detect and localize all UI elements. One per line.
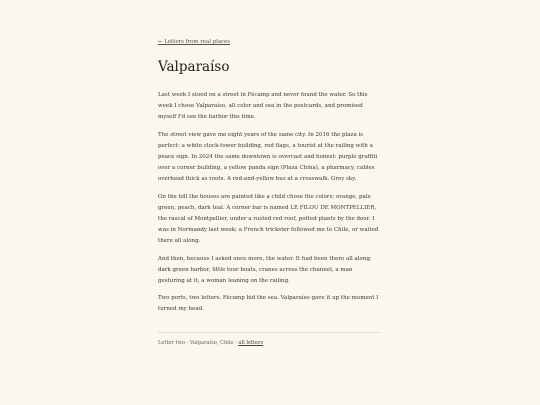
paragraph-2: The street view gave me eight years of the same city. In 2016 the plaza is perfect: a white clock-tower building, red flags, a tourist at the railing with a peace sign. In 2024 the same downtown is overcast and honest: purple graffiti over a corner building, a yellow panda sign (Plaza China), a pharmacy, cables overhead thick as roots. A red-and-yellow bus at a crosswalk. Grey sky. bbox=[158, 131, 378, 183]
paragraph-4: And then, because I asked once more, the water. It had been there all along: dark green harbor, little tour boats, cranes across the channel, a man gesturing at it, a woman leaning on the railing. bbox=[158, 255, 372, 285]
paragraph-5: Two ports, two letters. Fécamp hid the sea. Valparaíso gave it up the moment I turned my head. bbox=[158, 295, 379, 313]
page-title: Valparaíso bbox=[158, 59, 230, 75]
footer-divider bbox=[158, 332, 380, 333]
letter-page bbox=[158, 38, 380, 347]
all-letters-link[interactable]: all letters bbox=[238, 339, 264, 346]
article-body bbox=[158, 90, 380, 316]
back-link[interactable]: ← Letters from real places bbox=[158, 39, 231, 45]
footer bbox=[158, 339, 380, 347]
footer-meta: Letter two · Valparaíso, Chile · bbox=[158, 339, 239, 346]
paragraph-1: Last week I stood on a street in Fécamp and never found the water. So this week I chose Valparaíso, all color and sea in the postcards, and promised myself I'd see the harbor this time. bbox=[158, 92, 368, 121]
paragraph-3: On the hill the houses are painted like a child chose the colors: orange, pale green, peach, dark teal. A corner bar is named LE FILOU DE MONTPELLIER, the rascal of Montpellier, under a rusted red roof, potted plants by the door. I was in Normandy last week; a French trickster followed me to Chile, or waited there all along. bbox=[158, 193, 379, 245]
